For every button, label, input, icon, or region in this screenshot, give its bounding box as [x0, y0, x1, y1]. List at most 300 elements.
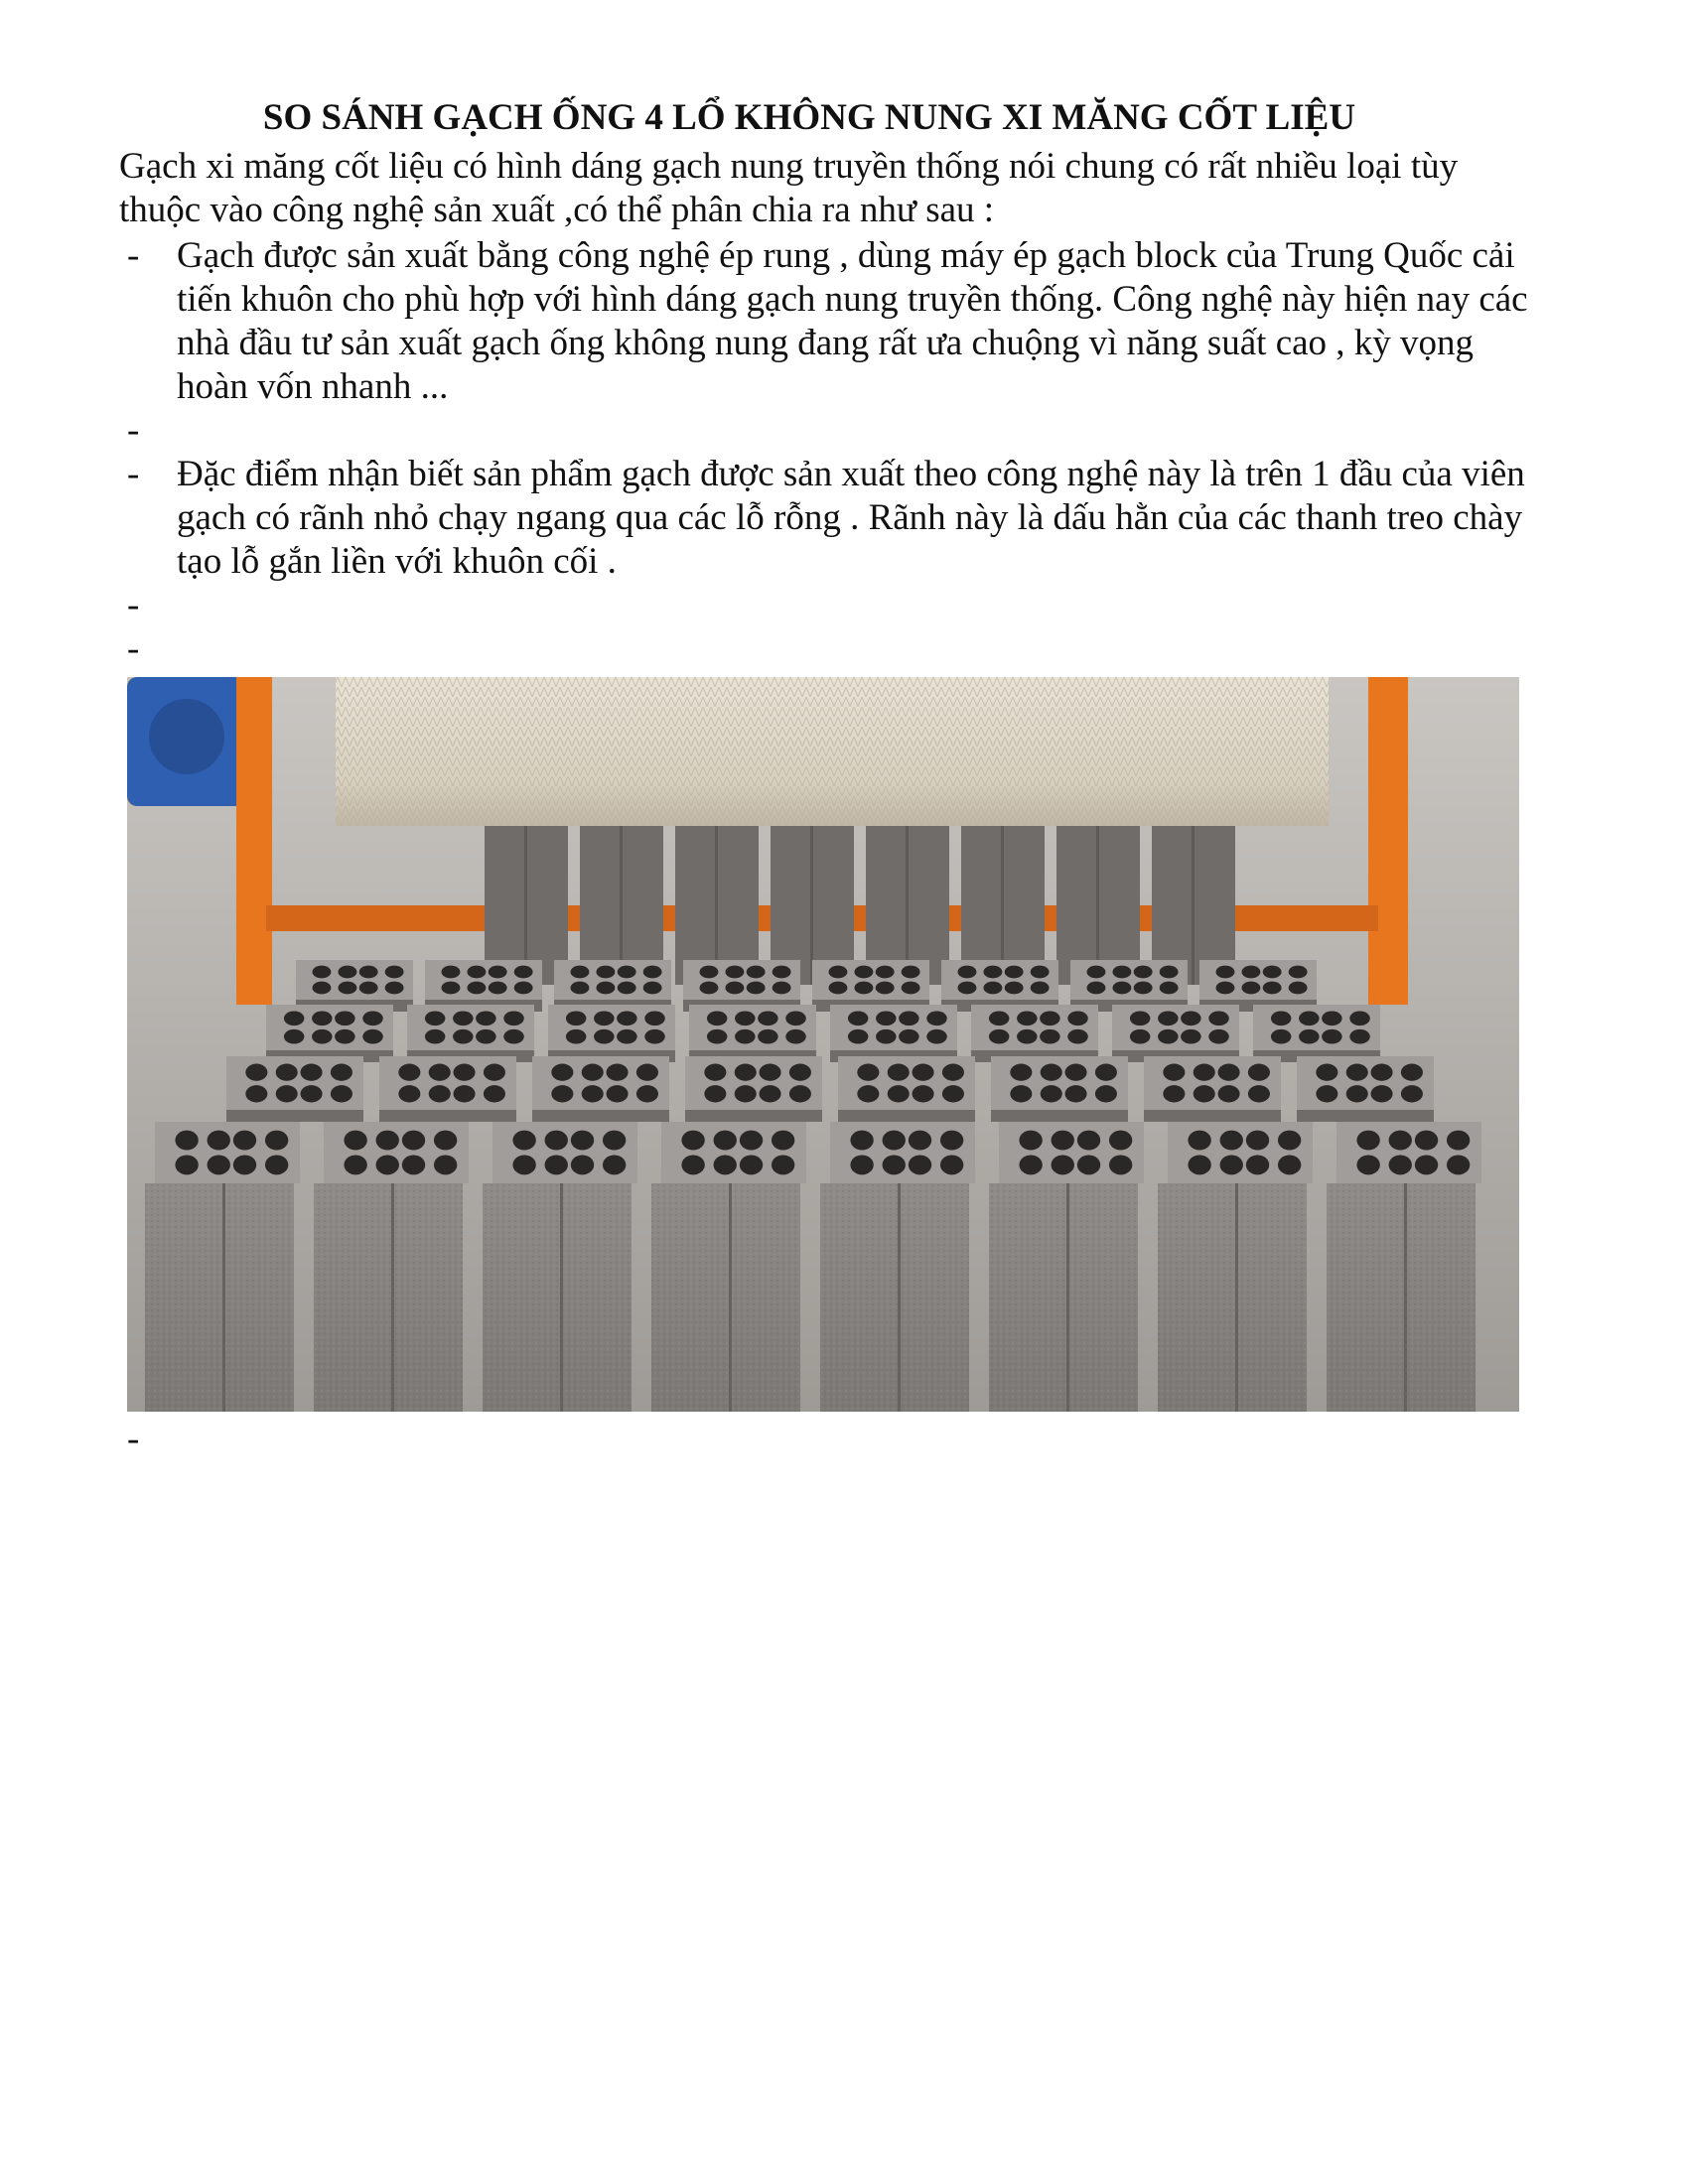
bullet-marker: -	[127, 235, 140, 276]
brick-hole	[571, 1131, 594, 1151]
brick-hole	[1010, 1064, 1032, 1081]
brick-hole	[772, 1155, 794, 1174]
brick-hole	[1401, 1064, 1423, 1081]
brick-hole	[1041, 1085, 1062, 1102]
brick-hole	[714, 1131, 737, 1151]
brick-hole	[1322, 1029, 1341, 1044]
brick-hole	[265, 1131, 288, 1151]
brick-hole	[1017, 1029, 1037, 1044]
brick-hole	[1246, 1155, 1269, 1174]
brick-hole	[1010, 1085, 1032, 1102]
brick-photo-illustration	[127, 677, 1519, 1412]
brick-hole	[429, 1064, 451, 1081]
brick-hole	[681, 1155, 704, 1174]
page-title: SO SÁNH GẠCH ỐNG 4 LỔ KHÔNG NUNG XI MĂNG CỐT LIỆU	[262, 97, 1356, 138]
brick-hole	[1031, 982, 1050, 995]
brick-hole	[1067, 1011, 1087, 1025]
brick-hole	[1163, 1085, 1185, 1102]
brick-hole	[1216, 966, 1235, 979]
brick-side	[838, 1110, 975, 1122]
brick-hole	[331, 1085, 352, 1102]
brick-hole	[425, 1011, 445, 1025]
brick-hole	[1316, 1085, 1337, 1102]
brick-hole	[596, 966, 615, 979]
brick-hole	[1005, 982, 1024, 995]
brick-hole	[425, 1029, 445, 1044]
brick-hole	[1346, 1085, 1368, 1102]
brick-hole	[1112, 966, 1131, 979]
intro-paragraph: Gạch xi măng cốt liệu có hình dáng gạch nung truyền thống nói chung có rất nhiều loại tùy thuộc vào công nghệ sản xuất ,có thể phân chia ra như sau :	[119, 146, 1459, 230]
brick-hole	[1077, 1131, 1100, 1151]
brick-hole	[1346, 1064, 1368, 1081]
brick-seam	[1404, 1183, 1407, 1412]
brick-hole	[876, 966, 895, 979]
brick-hole	[1248, 1064, 1270, 1081]
front-brick-texture	[145, 1183, 294, 1412]
brick-hole	[489, 982, 507, 995]
brick-hole	[402, 1131, 425, 1151]
brick-hole	[735, 1029, 755, 1044]
brick-hole	[942, 1064, 964, 1081]
brick-hole	[1216, 982, 1235, 995]
brick-hole	[913, 1085, 934, 1102]
brick-hole	[876, 1029, 896, 1044]
brick-hole	[1349, 1029, 1369, 1044]
brick-hole	[740, 1131, 763, 1151]
brick-hole	[618, 982, 636, 995]
brick-hole	[1077, 1155, 1100, 1174]
brick-hole	[1278, 1131, 1301, 1151]
bullet-marker: -	[127, 628, 140, 669]
brick-hole	[829, 966, 848, 979]
brick-hole	[175, 1155, 198, 1174]
brick-hole	[789, 1085, 811, 1102]
brick-hole	[735, 1064, 757, 1081]
brick-hole	[785, 1029, 805, 1044]
brick-hole	[1299, 1011, 1319, 1025]
brick-hole	[1356, 1155, 1379, 1174]
brick-hole	[740, 1155, 763, 1174]
brick-hole	[850, 1131, 873, 1151]
brick-hole	[596, 982, 615, 995]
brick-hole	[398, 1085, 420, 1102]
brick-hole	[233, 1131, 256, 1151]
brick-hole	[902, 982, 920, 995]
brick-hole	[338, 982, 356, 995]
brick-hole	[454, 1085, 476, 1102]
brick-hole	[503, 1011, 523, 1025]
brick-hole	[942, 1085, 964, 1102]
brick-hole	[883, 1155, 906, 1174]
brick-hole	[208, 1155, 230, 1174]
brick-hole	[301, 1064, 323, 1081]
brick-hole	[1019, 1155, 1042, 1174]
list-item	[119, 409, 1529, 453]
front-brick-texture	[483, 1183, 632, 1412]
brick-hole	[772, 1131, 794, 1151]
brick-hole	[850, 1155, 873, 1174]
brick-hole	[1031, 966, 1050, 979]
brick-hole	[1087, 982, 1106, 995]
list-item	[119, 234, 1529, 409]
brick-hole	[1158, 1011, 1178, 1025]
brick-hole	[1299, 1029, 1319, 1044]
brick-hole	[983, 966, 1002, 979]
brick-hole	[284, 1029, 304, 1044]
brick-hole	[1017, 1011, 1037, 1025]
brick-hole	[1181, 1029, 1200, 1044]
brick-hole	[359, 966, 378, 979]
brick-hole	[385, 982, 404, 995]
brick-hole	[848, 1029, 868, 1044]
brick-hole	[1160, 982, 1179, 995]
brick-hole	[454, 1064, 476, 1081]
brick-hole	[276, 1085, 298, 1102]
brick-hole	[607, 1064, 629, 1081]
brick-hole	[876, 1011, 896, 1025]
brick-hole	[331, 1064, 352, 1081]
brick-hole	[1218, 1064, 1240, 1081]
list-item	[119, 584, 1529, 627]
brick-hole	[1065, 1064, 1087, 1081]
brick-hole	[899, 1029, 918, 1044]
brick-hole	[514, 982, 533, 995]
brick-hole	[344, 1155, 366, 1174]
brick-hole	[735, 1011, 755, 1025]
brick-hole	[566, 1029, 586, 1044]
brick-hole	[617, 1029, 636, 1044]
brick-hole	[362, 1011, 382, 1025]
brick-side	[532, 1110, 669, 1122]
brick-hole	[735, 1085, 757, 1102]
brick-hole	[1109, 1155, 1132, 1174]
brick-seam	[729, 1183, 732, 1412]
brick-hole	[1188, 1155, 1210, 1174]
brick-seam	[391, 1183, 394, 1412]
brick-hole	[773, 966, 791, 979]
brick-hole	[1263, 966, 1282, 979]
brick-side	[991, 1110, 1128, 1122]
brush-bristles	[336, 677, 1329, 826]
brick-hole	[1041, 1064, 1062, 1081]
brick-hole	[335, 1011, 354, 1025]
brick-hole	[643, 982, 662, 995]
brick-hole	[1160, 966, 1179, 979]
brick-seam	[222, 1183, 225, 1412]
brick-hole	[888, 1085, 910, 1102]
brick-hole	[566, 1011, 586, 1025]
bullet-marker: -	[127, 454, 140, 494]
brick-hole	[854, 982, 873, 995]
brick-hole	[725, 982, 744, 995]
brick-hole	[245, 1064, 267, 1081]
brick-hole	[1241, 966, 1260, 979]
brick-hole	[1349, 1011, 1369, 1025]
brick-hole	[1289, 966, 1308, 979]
brick-hole	[1158, 1029, 1178, 1044]
brick-hole	[1263, 982, 1282, 995]
brick-hole	[385, 966, 404, 979]
brick-hole	[594, 1011, 614, 1025]
brick-hole	[276, 1064, 298, 1081]
brick-hole	[857, 1085, 879, 1102]
brick-hole	[607, 1085, 629, 1102]
brick-hole	[714, 1155, 737, 1174]
brick-hole	[989, 1011, 1009, 1025]
brick-hole	[476, 1011, 495, 1025]
trailing-marker: -	[127, 1419, 140, 1459]
brick-hole	[442, 982, 461, 995]
brick-hole	[848, 1011, 868, 1025]
front-brick-texture	[651, 1183, 800, 1412]
brick-hole	[913, 1064, 934, 1081]
brick-hole	[313, 966, 332, 979]
brick-hole	[902, 966, 920, 979]
brick-hole	[265, 1155, 288, 1174]
brick-hole	[1220, 1155, 1243, 1174]
brick-hole	[1401, 1085, 1423, 1102]
brick-hole	[551, 1064, 573, 1081]
brick-hole	[704, 1085, 726, 1102]
brick-hole	[175, 1131, 198, 1151]
brick-hole	[1371, 1064, 1393, 1081]
brick-hole	[857, 1064, 879, 1081]
front-brick-texture	[1158, 1183, 1307, 1412]
brick-hole	[1194, 1085, 1215, 1102]
brick-seam	[1192, 826, 1195, 985]
brick-side	[226, 1110, 363, 1122]
brick-hole	[909, 1131, 931, 1151]
brick-hole	[1389, 1131, 1412, 1151]
brick-hole	[758, 1029, 777, 1044]
brick-hole	[1246, 1131, 1269, 1151]
brick-hole	[1130, 1029, 1150, 1044]
brick-hole	[1052, 1131, 1074, 1151]
brick-hole	[545, 1155, 568, 1174]
brick-hole	[1181, 1011, 1200, 1025]
brick-hole	[909, 1155, 931, 1174]
brick-hole	[376, 1131, 399, 1151]
brick-hole	[484, 1085, 505, 1102]
front-brick-texture	[820, 1183, 969, 1412]
brick-hole	[758, 1011, 777, 1025]
brick-hole	[1040, 1011, 1059, 1025]
orange-frame-left	[236, 677, 272, 1005]
brick-hole	[1052, 1155, 1074, 1174]
brick-hole	[700, 982, 719, 995]
brick-hole	[1208, 1011, 1228, 1025]
brick-hole	[434, 1155, 457, 1174]
brick-hole	[725, 966, 744, 979]
brick-hole	[603, 1155, 626, 1174]
brick-hole	[453, 1011, 473, 1025]
brick-hole	[1040, 1029, 1059, 1044]
brick-hole	[789, 1064, 811, 1081]
brick-hole	[453, 1029, 473, 1044]
bullet-list	[119, 234, 1529, 671]
brick-hole	[707, 1029, 727, 1044]
front-brick-texture	[1327, 1183, 1476, 1412]
brick-hole	[1087, 966, 1106, 979]
brick-hole	[888, 1064, 910, 1081]
brick-hole	[545, 1131, 568, 1151]
brick-hole	[854, 966, 873, 979]
bullet-text: Gạch được sản xuất bằng công nghệ ép rung , dùng máy ép gạch block của Trung Quốc cải tiến khuôn cho phù hợp với hình dáng gạch nung truyền thống. Công nghệ này hiện nay các nhà đầu tư sản xuất gạch ống không nung đang rất ưa chuộng vì năng suất cao , kỳ vọng hoàn vốn nhanh ...	[177, 235, 1528, 407]
brick-hole	[636, 1085, 658, 1102]
brick-hole	[1208, 1029, 1228, 1044]
brick-hole	[785, 1011, 805, 1025]
brick-hole	[707, 1011, 727, 1025]
brick-hole	[1447, 1155, 1470, 1174]
brick-hole	[940, 1155, 963, 1174]
brick-hole	[773, 982, 791, 995]
brick-side	[379, 1110, 516, 1122]
brick-hole	[551, 1085, 573, 1102]
brick-hole	[301, 1085, 323, 1102]
brick-hole	[594, 1029, 614, 1044]
brick-hole	[1415, 1155, 1438, 1174]
bullet-marker: -	[127, 585, 140, 625]
brick-hole	[1067, 1029, 1087, 1044]
brick-hole	[1095, 1085, 1117, 1102]
brick-seam	[1066, 1183, 1069, 1412]
brick-hole	[940, 1131, 963, 1151]
brick-hole	[512, 1131, 535, 1151]
brick-hole	[644, 1029, 664, 1044]
brick-hole	[636, 1064, 658, 1081]
brick-hole	[1278, 1155, 1301, 1174]
brick-hole	[926, 1011, 946, 1025]
brick-hole	[514, 966, 533, 979]
brick-hole	[284, 1011, 304, 1025]
brick-hole	[484, 1064, 505, 1081]
brick-hole	[1188, 1131, 1210, 1151]
brick-hole	[883, 1131, 906, 1151]
brick-hole	[1220, 1131, 1243, 1151]
brick-hole	[926, 1029, 946, 1044]
brick-hole	[344, 1131, 366, 1151]
brick-hole	[362, 1029, 382, 1044]
brick-hole	[1241, 982, 1260, 995]
brick-hole	[1218, 1085, 1240, 1102]
brick-hole	[958, 982, 977, 995]
brick-hole	[899, 1011, 918, 1025]
brick-side	[1144, 1110, 1281, 1122]
front-brick-texture	[314, 1183, 463, 1412]
brick-hole	[1134, 982, 1153, 995]
brick-hole	[760, 1064, 781, 1081]
brick-hole	[1095, 1064, 1117, 1081]
brick-hole	[571, 1155, 594, 1174]
brick-hole	[467, 966, 486, 979]
brick-hole	[582, 1064, 604, 1081]
brick-hole	[618, 966, 636, 979]
brick-hole	[1019, 1131, 1042, 1151]
brick-seam	[1235, 1183, 1238, 1412]
brick-hole	[582, 1085, 604, 1102]
orange-frame-right	[1368, 677, 1408, 1005]
brick-hole	[313, 982, 332, 995]
brick-hole	[359, 982, 378, 995]
brick-hole	[338, 966, 356, 979]
list-item	[119, 627, 1529, 671]
brick-hole	[571, 966, 590, 979]
brick-hole	[1271, 1011, 1291, 1025]
brick-hole	[571, 982, 590, 995]
brick-hole	[617, 1011, 636, 1025]
brick-hole	[312, 1029, 332, 1044]
brick-hole	[1356, 1131, 1379, 1151]
brick-hole	[467, 982, 486, 995]
brick-hole	[442, 966, 461, 979]
brick-hole	[1248, 1085, 1270, 1102]
brick-hole	[233, 1155, 256, 1174]
brick-hole	[989, 1029, 1009, 1044]
brick-hole	[700, 966, 719, 979]
brick-hole	[1447, 1131, 1470, 1151]
brick-hole	[245, 1085, 267, 1102]
brick-hole	[1271, 1029, 1291, 1044]
brick-hole	[1322, 1011, 1341, 1025]
brick-hole	[644, 1011, 664, 1025]
brick-hole	[1194, 1064, 1215, 1081]
brick-hole	[876, 982, 895, 995]
brick-hole	[1371, 1085, 1393, 1102]
brick-hole	[1112, 982, 1131, 995]
brick-hole	[1134, 966, 1153, 979]
brick-hole	[681, 1131, 704, 1151]
brick-hole	[489, 966, 507, 979]
bullet-text: Đặc điểm nhận biết sản phẩm gạch được sản xuất theo công nghệ này là trên 1 đầu của viên gạch có rãnh nhỏ chạy ngang qua các lỗ rỗng . Rãnh này là dấu hằn của các thanh treo chày tạo lỗ gắn liền với khuôn cối .	[177, 454, 1525, 582]
bullet-marker: -	[127, 410, 140, 451]
brick-seam	[898, 1183, 901, 1412]
brick-hole	[429, 1085, 451, 1102]
brick-side	[1297, 1110, 1434, 1122]
brick-hole	[983, 982, 1002, 995]
motor-hub	[149, 699, 224, 774]
brick-hole	[1316, 1064, 1337, 1081]
brick-hole	[1130, 1011, 1150, 1025]
front-brick-texture	[989, 1183, 1138, 1412]
brick-hole	[1415, 1131, 1438, 1151]
brick-hole	[208, 1131, 230, 1151]
brick-side	[685, 1110, 822, 1122]
brick-hole	[829, 982, 848, 995]
brick-hole	[376, 1155, 399, 1174]
brick-hole	[747, 982, 766, 995]
brick-seam	[560, 1183, 563, 1412]
brick-hole	[1389, 1155, 1412, 1174]
brick-hole	[512, 1155, 535, 1174]
brick-hole	[476, 1029, 495, 1044]
brick-hole	[1163, 1064, 1185, 1081]
brick-hole	[1289, 982, 1308, 995]
brick-hole	[1109, 1131, 1132, 1151]
list-item	[119, 453, 1529, 584]
brick-machine-photo	[127, 677, 1519, 1412]
brick-hole	[398, 1064, 420, 1081]
brick-hole	[1065, 1085, 1087, 1102]
brick-hole	[760, 1085, 781, 1102]
brick-hole	[503, 1029, 523, 1044]
brick-hole	[643, 966, 662, 979]
brick-hole	[402, 1155, 425, 1174]
brick-hole	[312, 1011, 332, 1025]
brick-hole	[335, 1029, 354, 1044]
brick-hole	[747, 966, 766, 979]
brick-hole	[704, 1064, 726, 1081]
brick-hole	[958, 966, 977, 979]
